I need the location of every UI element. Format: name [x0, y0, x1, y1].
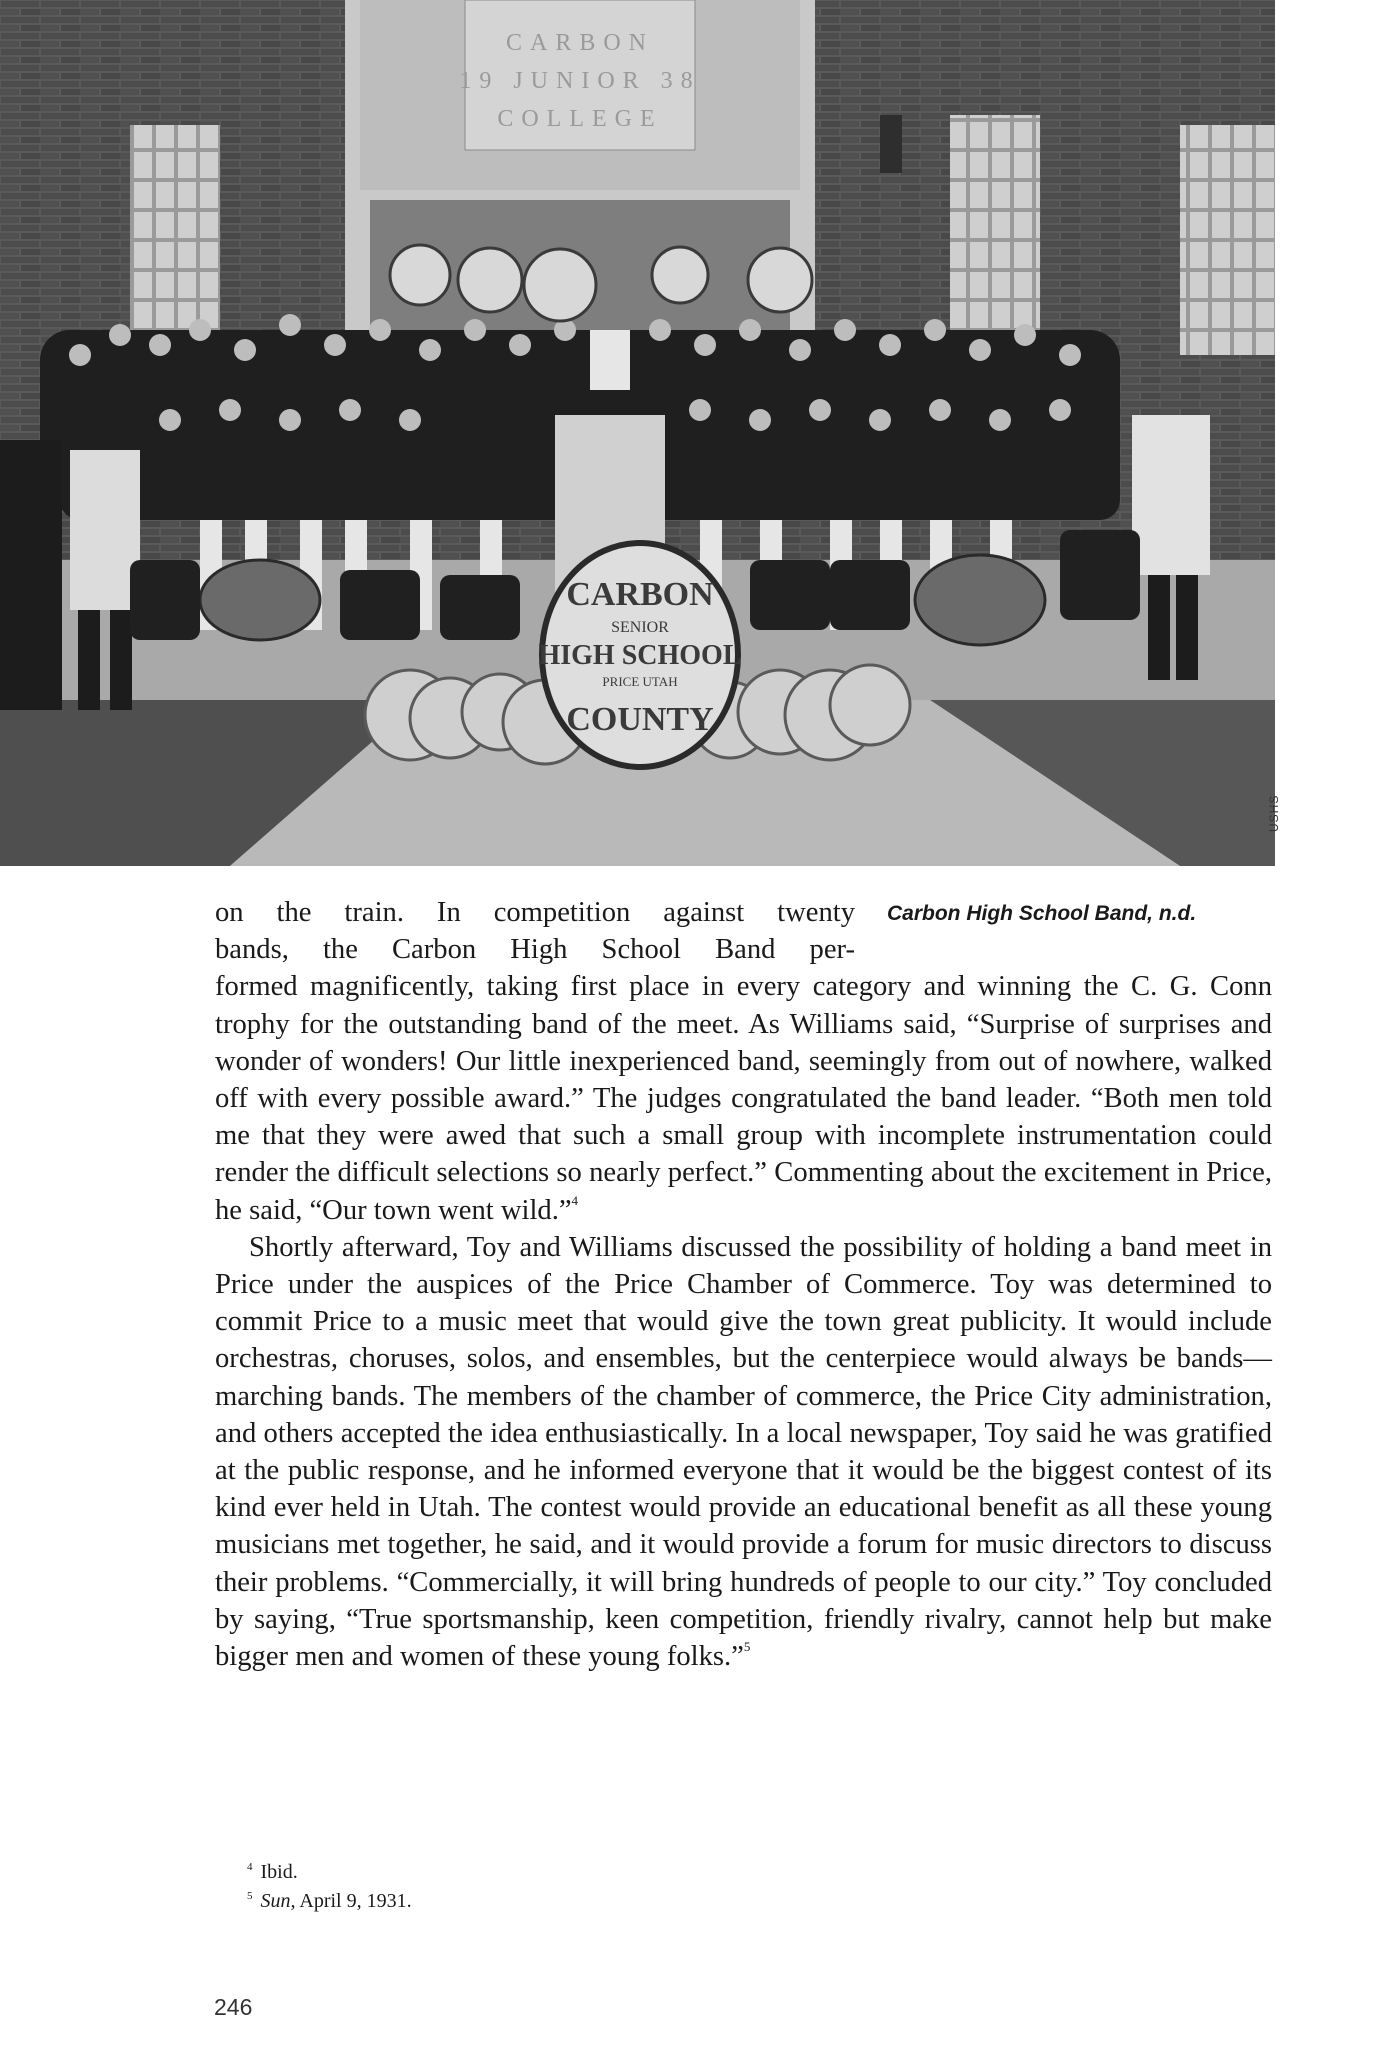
band-photo-image [0, 0, 1275, 866]
building-sign-line1: CARBON [505, 30, 655, 56]
paragraph-2 [215, 1229, 1272, 1675]
drum-text-high-school: HIGH SCHOOL [538, 640, 742, 671]
drum-text-top: CARBON [566, 576, 714, 613]
drum-text-city: PRICE UTAH [602, 674, 678, 689]
footnote-4 [247, 1858, 412, 1887]
building-sign-line2: 19 JUNIOR 38 [459, 68, 701, 94]
building-sign-line3: COLLEGE [497, 106, 663, 132]
footnote-number: 4 [247, 1861, 253, 1873]
body-line-2: bands, the Carbon High School Band per- [215, 934, 855, 966]
drum-text-bottom: COUNTY [566, 701, 714, 738]
footnote-number: 5 [247, 1890, 253, 1902]
footnote-ref-5: 5 [743, 1639, 751, 1655]
footnote-ref-4: 4 [571, 1192, 579, 1208]
footnote-source-title: Sun, [260, 1890, 296, 1912]
paragraph-1-text: formed magnificently, taking first place in every category and winning the C. G. Conn trophy for the outstanding band of the meet. As Williams said, “Surprise of surprises and wonder of wonders! Our little inexperienced band, seemingly from out of nowhere, walked off with every possible award.” The judges congratulated the band leader. “Both men told me that they were awed that such a small group with incomplete instrumentation could render the difficult selections so nearly perfect.” Commenting about the excitement in Price, he said, “Our town went wild.” [215, 971, 1272, 1226]
footnotes [247, 1858, 412, 1916]
paragraph-2-text: Shortly afterward, Toy and Williams discussed the possibility of holding a band meet in Price under the auspices of the Price Chamber of Commerce. Toy was determined to commit Price to a music meet that would give the town great publicity. It would include orchestras, choruses, solos, and ensembles, but the centerpiece would always be bands—marching bands. The members of the chamber of commerce, the Price City administration, and others accepted the idea enthusiastically. In a local newspaper, Toy said he was gratified at the public response, and he informed everyone that it would be the biggest contest of its kind ever held in Utah. The contest would provide an educational benefit as all these young musicians met together, he said, and it would provide a forum for music directors to discuss their problems. “Commercially, it will bring hundreds of people to our city.” Toy concluded by saying, “True sportsmanship, keen competition, friendly rivalry, cannot help but make bigger men and women of these young folks.” [215, 1231, 1272, 1673]
footnote-5 [247, 1887, 412, 1916]
page-number: 246 [214, 1994, 253, 2020]
footnote-text: April 9, 1931. [295, 1890, 412, 1912]
band-photograph [0, 0, 1275, 866]
footnote-text: Ibid. [260, 1861, 298, 1883]
body-text [215, 894, 1272, 1675]
body-line-1: on the train. In competition against twenty [215, 897, 855, 928]
drum-text-senior: SENIOR [611, 619, 669, 636]
photo-credit: USHS [1267, 794, 1281, 832]
photo-caption: Carbon High School Band, n.d. [887, 902, 1197, 925]
paragraph-1-continued [215, 968, 1272, 1228]
